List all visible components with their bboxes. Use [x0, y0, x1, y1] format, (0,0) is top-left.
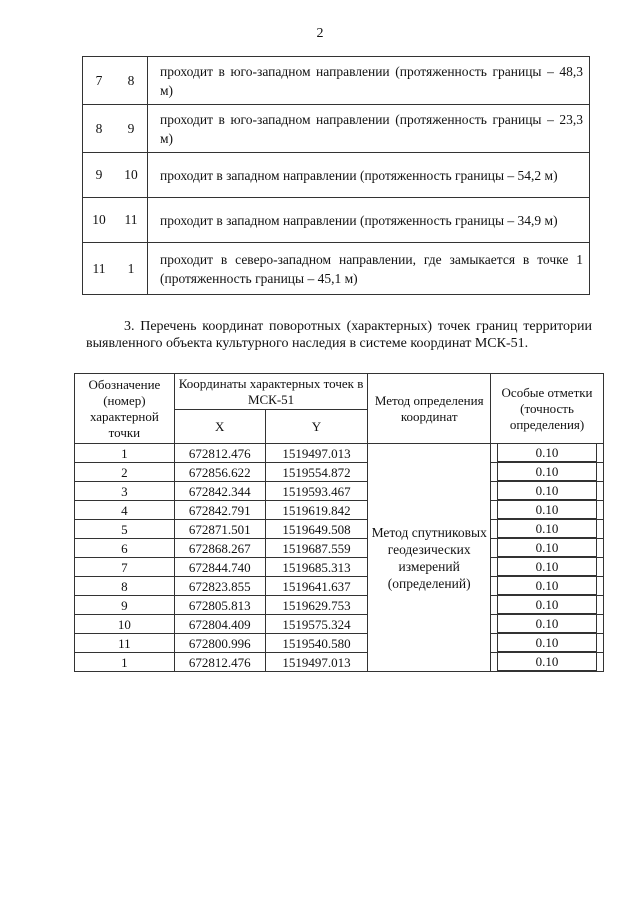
coord-x: 672871.501: [174, 520, 265, 539]
boundary-row: [83, 153, 590, 198]
page-number: 2: [316, 26, 324, 41]
coord-x: 672842.344: [174, 482, 265, 501]
coord-row: [75, 501, 604, 520]
coord-y: 1519619.842: [265, 501, 368, 520]
coord-note: 0.10: [497, 444, 597, 462]
coord-x: 672812.476: [174, 444, 265, 463]
coordinates-table: [74, 373, 604, 672]
header-y: Y: [265, 410, 368, 444]
boundary-text: проходит в северо-западном направлении, где замыкается в точке 1 (протяженность границы – 45,1 м): [148, 243, 590, 295]
coord-y: 1519649.508: [265, 520, 368, 539]
boundary-to: 10: [115, 153, 148, 198]
coord-y: 1519497.013: [265, 653, 368, 672]
coord-note: 0.10: [497, 634, 597, 652]
coord-row: [75, 520, 604, 539]
coord-point: 5: [75, 520, 175, 539]
coord-x: 672812.476: [174, 653, 265, 672]
coord-note-cell: [491, 558, 604, 577]
coord-note: 0.10: [497, 539, 597, 557]
coord-y: 1519593.467: [265, 482, 368, 501]
coord-note: 0.10: [497, 463, 597, 481]
coord-point: 6: [75, 539, 175, 558]
coord-note-cell: [491, 577, 604, 596]
boundary-to: 1: [115, 243, 148, 295]
boundary-from: 8: [83, 105, 116, 153]
coord-x: 672844.740: [174, 558, 265, 577]
coord-row: [75, 653, 604, 672]
coord-note-cell: [491, 596, 604, 615]
coord-note-cell: [491, 501, 604, 520]
boundary-text: проходит в юго-западном направлении (протяженность границы – 23,3 м): [148, 105, 590, 153]
boundary-from: 10: [83, 198, 116, 243]
coord-y: 1519554.872: [265, 463, 368, 482]
boundary-from: 7: [83, 57, 116, 105]
header-x: X: [174, 410, 265, 444]
method-value: Метод спутниковых геодезических измерений (определений): [368, 444, 491, 672]
coord-row: [75, 577, 604, 596]
boundary-row: [83, 243, 590, 295]
coord-row: [75, 615, 604, 634]
boundary-row: [83, 105, 590, 153]
coord-y: 1519641.637: [265, 577, 368, 596]
coord-x: 672868.267: [174, 539, 265, 558]
boundary-text: проходит в юго-западном направлении (протяженность границы – 48,3 м): [148, 57, 590, 105]
coord-row: [75, 539, 604, 558]
coord-x: 672823.855: [174, 577, 265, 596]
coord-point: 11: [75, 634, 175, 653]
coord-y: 1519685.313: [265, 558, 368, 577]
boundary-to: 9: [115, 105, 148, 153]
coord-note: 0.10: [497, 482, 597, 500]
coord-y: 1519687.559: [265, 539, 368, 558]
boundary-row: [83, 198, 590, 243]
coord-note-cell: [491, 482, 604, 501]
coord-note-cell: [491, 539, 604, 558]
coord-y: 1519497.013: [265, 444, 368, 463]
coord-note-cell: [491, 520, 604, 539]
boundary-to: 11: [115, 198, 148, 243]
boundary-from: 11: [83, 243, 116, 295]
coord-note: 0.10: [497, 653, 597, 671]
coord-x: 672842.791: [174, 501, 265, 520]
coord-point: 9: [75, 596, 175, 615]
coord-row: [75, 482, 604, 501]
coord-x: 672805.813: [174, 596, 265, 615]
section-text: 3. Перечень координат поворотных (характерных) точек границ территории выявленного объекта культурного наследия в системе координат МСК-51.: [86, 319, 592, 351]
coord-y: 1519540.580: [265, 634, 368, 653]
coord-note: 0.10: [497, 558, 597, 576]
coord-point: 3: [75, 482, 175, 501]
coord-note: 0.10: [497, 615, 597, 633]
coord-row: [75, 558, 604, 577]
coord-note-cell: [491, 463, 604, 482]
coord-x: 672856.622: [174, 463, 265, 482]
boundary-text: проходит в западном направлении (протяженность границы – 54,2 м): [148, 153, 590, 198]
coord-note: 0.10: [497, 596, 597, 614]
coord-x: 672800.996: [174, 634, 265, 653]
coord-note-cell: [491, 444, 604, 463]
coord-point: 7: [75, 558, 175, 577]
boundary-row: [83, 57, 590, 105]
header-coords: Координаты характерных точек в МСК-51: [174, 374, 368, 410]
coord-row: [75, 444, 604, 463]
boundary-to: 8: [115, 57, 148, 105]
coord-point: 10: [75, 615, 175, 634]
section-heading: [86, 318, 592, 352]
boundary-text: проходит в западном направлении (протяженность границы – 34,9 м): [148, 198, 590, 243]
coord-x: 672804.409: [174, 615, 265, 634]
coord-note-cell: [491, 615, 604, 634]
coord-point: 4: [75, 501, 175, 520]
coord-row: [75, 634, 604, 653]
coord-row: [75, 596, 604, 615]
header-notes: Особые отметки (точность определения): [491, 374, 604, 444]
coord-point: 1: [75, 444, 175, 463]
coord-note-cell: [491, 653, 604, 672]
boundary-from: 9: [83, 153, 116, 198]
coord-note: 0.10: [497, 520, 597, 538]
coord-note-cell: [491, 634, 604, 653]
coord-point: 8: [75, 577, 175, 596]
coord-note: 0.10: [497, 501, 597, 519]
coord-row: [75, 463, 604, 482]
coord-point: 1: [75, 653, 175, 672]
coord-y: 1519629.753: [265, 596, 368, 615]
header-method: Метод определения координат: [368, 374, 491, 444]
coord-y: 1519575.324: [265, 615, 368, 634]
header-point: Обозначение (номер) характерной точки: [75, 374, 175, 444]
boundary-description-table: [82, 56, 590, 295]
coord-note: 0.10: [497, 577, 597, 595]
coord-point: 2: [75, 463, 175, 482]
